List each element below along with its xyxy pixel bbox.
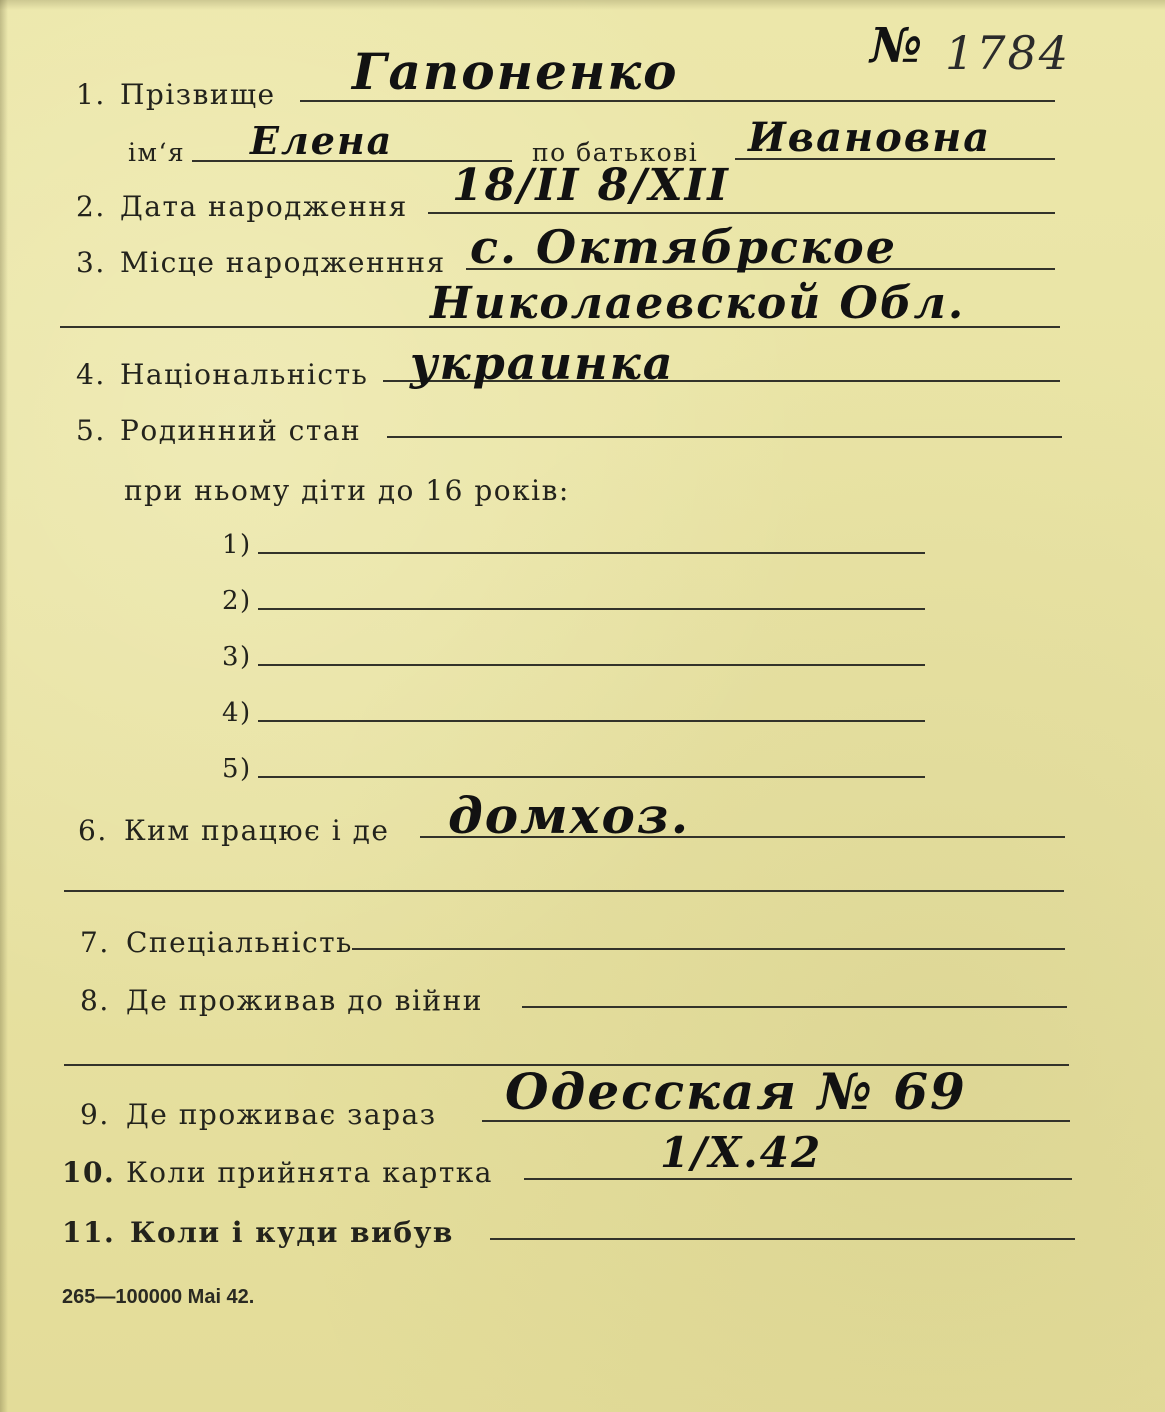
field-2-line: [428, 212, 1055, 214]
field-3-number: 3.: [76, 246, 106, 279]
child-1-number: 1): [222, 530, 252, 560]
field-8-number: 8.: [80, 984, 110, 1017]
field-10-line: [524, 1178, 1072, 1180]
child-4-number: 4): [222, 698, 252, 728]
field-9-value: Одесская № 69: [505, 1062, 967, 1121]
field-1-name-label: ім‘я: [128, 138, 186, 167]
field-4-value: украинка: [410, 336, 675, 390]
field-5-label: Родинний стан: [120, 414, 362, 447]
field-11-label: Коли і куди вибув: [130, 1216, 454, 1249]
child-3-number: 3): [222, 642, 252, 672]
card-number-value: 1784: [945, 26, 1071, 80]
field-6-value: домхоз.: [448, 786, 691, 845]
child-1-line: [258, 552, 925, 554]
field-2-number: 2.: [76, 190, 106, 223]
field-1-patronymic-label: по батькові: [532, 138, 699, 167]
field-3-value: с. Октябрское: [470, 220, 897, 274]
field-1-number: 1.: [76, 78, 106, 111]
field-11-line: [490, 1238, 1075, 1240]
field-6-number: 6.: [78, 814, 108, 847]
field-2-value: 18/II 8/XII: [452, 160, 730, 211]
field-8-label: Де проживав до війни: [126, 984, 483, 1017]
field-10-value: 1/X.42: [660, 1128, 823, 1177]
field-7-line: [352, 948, 1065, 950]
field-4-label: Національність: [120, 358, 369, 391]
card-number-sign: №: [870, 18, 925, 74]
field-10-number: 10.: [62, 1156, 116, 1189]
field-7-label: Спеціальність: [126, 926, 353, 959]
field-2-label: Дата народження: [120, 190, 408, 223]
field-11-number: 11.: [62, 1216, 116, 1249]
children-label: при ньому діти до 16 років:: [124, 474, 570, 507]
child-3-line: [258, 664, 925, 666]
field-7-number: 7.: [80, 926, 110, 959]
field-1-label: Прізвище: [120, 78, 276, 111]
field-1-name-value: Елена: [250, 118, 394, 163]
field-6-line-2: [64, 890, 1064, 892]
field-5-line: [387, 436, 1062, 438]
field-4-number: 4.: [76, 358, 106, 391]
field-5-number: 5.: [76, 414, 106, 447]
field-3-value-line-2: Николаевской Обл.: [430, 278, 966, 329]
child-2-number: 2): [222, 586, 252, 616]
paper-edge-top: [0, 0, 1165, 10]
field-3-label: Місце народженння: [120, 246, 446, 279]
child-4-line: [258, 720, 925, 722]
field-1-value: Гапоненко: [352, 42, 679, 101]
field-8-line: [522, 1006, 1067, 1008]
field-10-label: Коли прийнята картка: [126, 1156, 493, 1189]
paper-edge-left: [0, 0, 8, 1412]
field-6-label: Ким працює і де: [124, 814, 390, 847]
field-1-patronymic-value: Ивановна: [748, 114, 992, 161]
child-2-line: [258, 608, 925, 610]
field-9-number: 9.: [80, 1098, 110, 1131]
child-5-number: 5): [222, 754, 252, 784]
child-5-line: [258, 776, 925, 778]
field-9-label: Де проживає зараз: [126, 1098, 437, 1131]
printer-imprint: 265—100000 Mai 42.: [62, 1286, 255, 1308]
